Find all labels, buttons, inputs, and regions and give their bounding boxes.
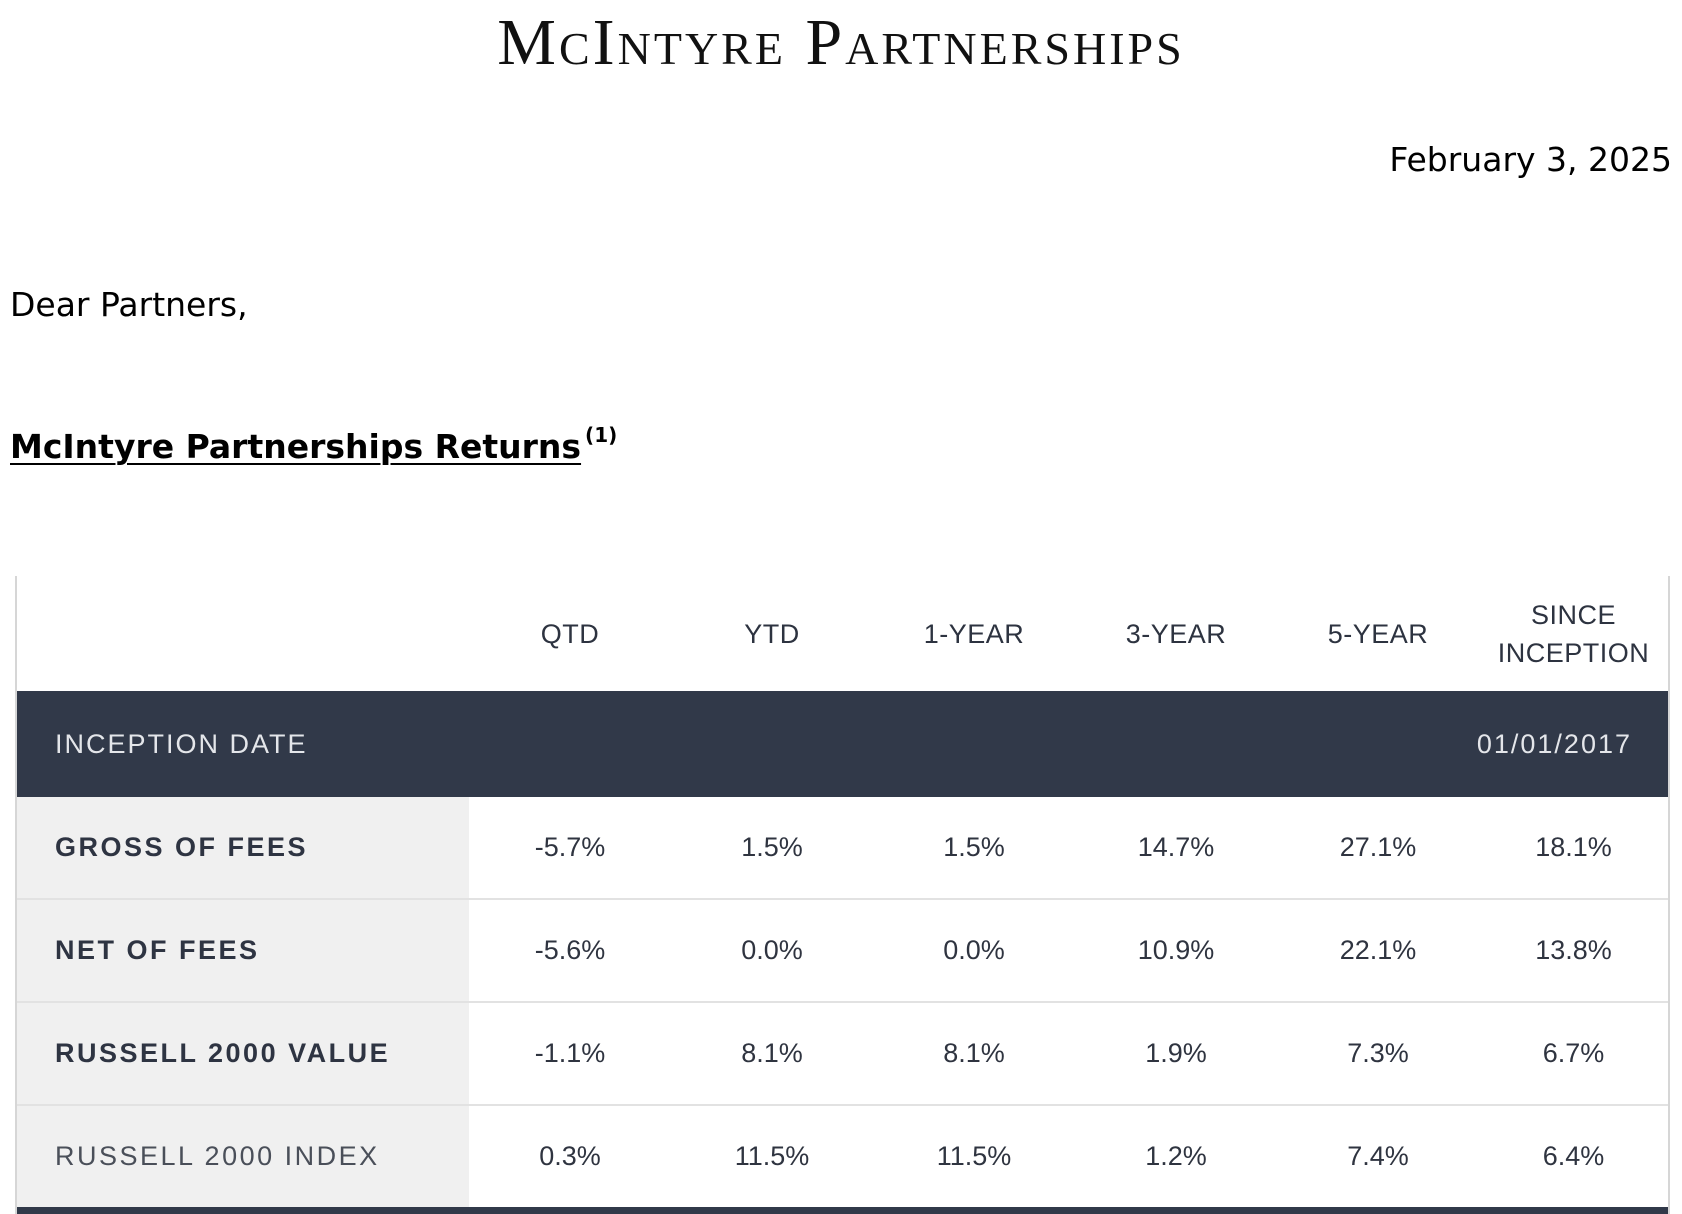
table-header-row xyxy=(17,576,1668,691)
value-cell: 1.5% xyxy=(943,832,1005,862)
value-cell: 13.8% xyxy=(1535,935,1612,965)
value-cell: -5.7% xyxy=(534,832,606,862)
value-cell: -1.1% xyxy=(534,1038,606,1068)
column-header-ytd: YTD xyxy=(744,618,800,649)
table-row-russell-2000-index xyxy=(17,1106,1668,1214)
row-label: NET OF FEES xyxy=(17,900,469,1001)
column-header-since-inception: SINCE INCEPTION xyxy=(1497,599,1650,668)
returns-section-title xyxy=(10,423,618,466)
column-header-3-year: 3-YEAR xyxy=(1125,618,1227,649)
returns-title-text: McIntyre Partnerships Returns xyxy=(10,427,582,466)
row-label: RUSSELL 2000 VALUE xyxy=(17,1003,469,1104)
value-cell: 11.5% xyxy=(734,1141,810,1171)
value-cell: 10.9% xyxy=(1137,935,1215,965)
value-cell: 1.2% xyxy=(1145,1141,1207,1171)
letter-greeting: Dear Partners, xyxy=(10,285,248,324)
footnote-marker: (1) xyxy=(585,423,618,447)
header-blank-cell xyxy=(17,576,469,691)
inception-date-value: 01/01/2017 xyxy=(1476,728,1632,759)
inception-date-row xyxy=(17,691,1668,797)
value-cell: 7.4% xyxy=(1347,1141,1409,1171)
inception-date-label: INCEPTION DATE xyxy=(55,728,308,759)
value-cell: 0.0% xyxy=(741,935,803,965)
row-label: RUSSELL 2000 INDEX xyxy=(17,1106,469,1207)
returns-table xyxy=(15,576,1670,1214)
value-cell: 8.1% xyxy=(943,1038,1005,1068)
value-cell: 22.1% xyxy=(1339,935,1417,965)
table-row-russell-2000-value xyxy=(17,1003,1668,1106)
value-cell: 18.1% xyxy=(1535,832,1612,862)
value-cell: 1.9% xyxy=(1145,1038,1207,1068)
value-cell: 0.3% xyxy=(539,1141,601,1171)
table-row-net-of-fees xyxy=(17,900,1668,1003)
value-cell: 0.0% xyxy=(943,935,1005,965)
value-cell: 8.1% xyxy=(741,1038,803,1068)
value-cell: 1.5% xyxy=(741,832,803,862)
column-header-1-year: 1-YEAR xyxy=(923,618,1025,649)
row-label: GROSS OF FEES xyxy=(17,797,469,898)
value-cell: 11.5% xyxy=(936,1141,1012,1171)
firm-masthead: McIntyre Partnerships xyxy=(497,6,1185,79)
column-header-5-year: 5-YEAR xyxy=(1327,618,1429,649)
value-cell: 14.7% xyxy=(1137,832,1215,862)
value-cell: 6.4% xyxy=(1542,1141,1605,1171)
table-row-gross-of-fees xyxy=(17,797,1668,900)
value-cell: 27.1% xyxy=(1339,832,1417,862)
column-header-qtd: QTD xyxy=(540,618,600,649)
value-cell: 6.7% xyxy=(1542,1038,1605,1068)
value-cell: -5.6% xyxy=(534,935,606,965)
letter-date: February 3, 2025 xyxy=(1389,140,1672,179)
value-cell: 7.3% xyxy=(1347,1038,1409,1068)
